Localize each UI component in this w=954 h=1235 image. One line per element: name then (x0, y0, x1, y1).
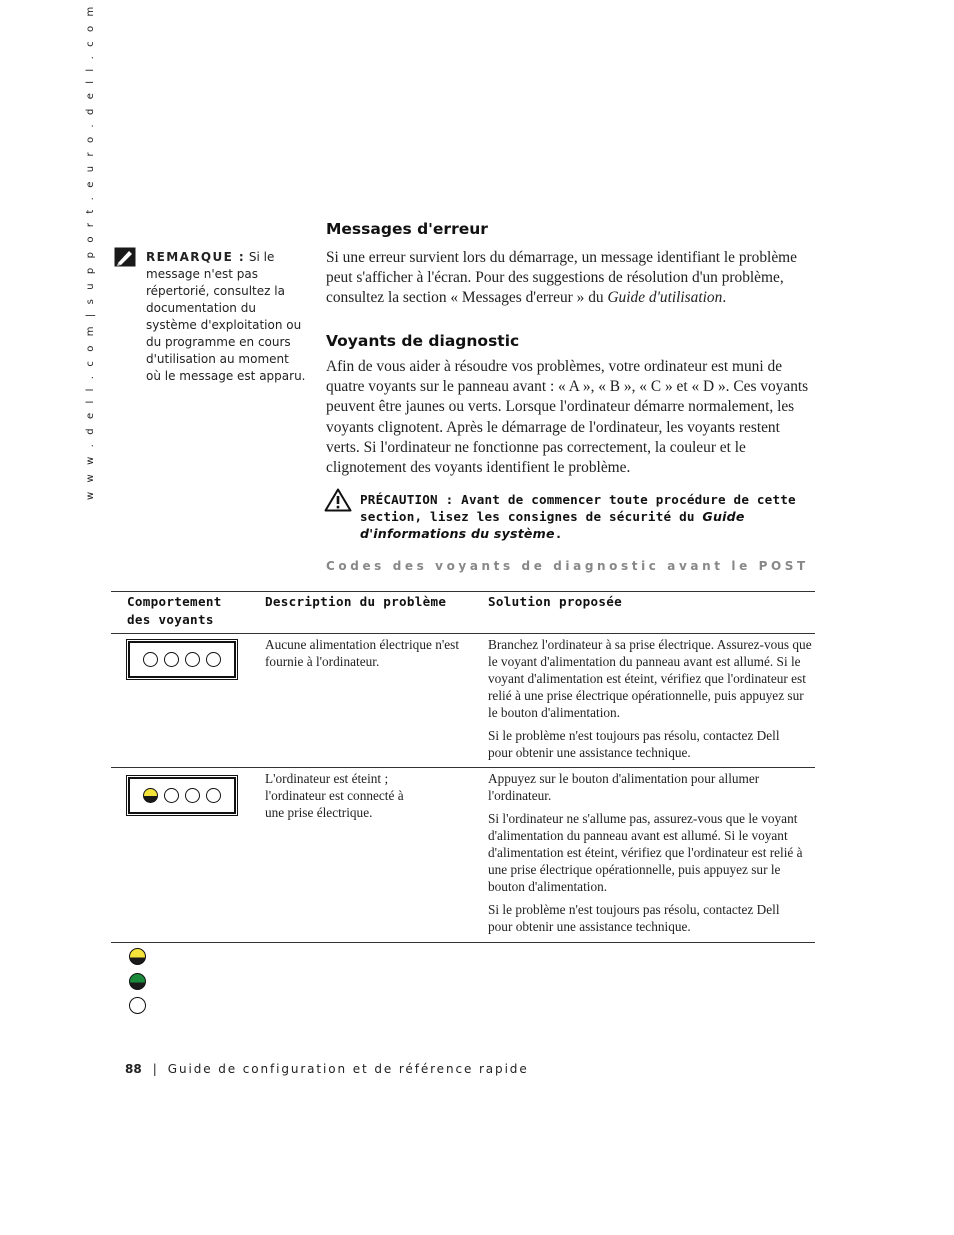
row-1-solution-para-1: Branchez l'ordinateur à sa prise électrique. Assurez-vous que le voyant d'alimentation du panneau avant est allumé. Si le voyant d'alimentation est éteint, vérifiez que l'ordinateur est relié à une prise électrique opérationnelle, puis appuyez sur le bouton d'alimentation. (488, 637, 812, 720)
led-panel-row-2 (128, 777, 236, 814)
led-c-off-icon (185, 788, 200, 803)
caution-end: . (554, 526, 563, 541)
led-b-off-icon (164, 788, 179, 803)
header-problem-description: Description du problème (265, 594, 447, 609)
caution-guide-title: Guide d'informations du système (360, 509, 745, 541)
table-top-rule (111, 591, 815, 592)
row-2-solution (488, 770, 813, 941)
table-title: Codes des voyants de diagnostic avant le POST (326, 559, 809, 573)
row-2-solution-para-1: Appuyez sur le bouton d'alimentation pour allumer l'ordinateur. (488, 771, 760, 803)
paragraph-diagnostic-lights: Afin de vous aider à résoudre vos problèmes, votre ordinateur est muni de quatre voyants sur le panneau avant : « A », « B », « C » et « D ». Ces voyants peuvent être jaunes ou verts. Lorsque l'ordinateur démarre normalement, les voyants clignotent. Après le démarrage de l'ordinateur, les voyants restent verts. Si l'ordinateur ne fonctionne pas correctement, la couleur et le clignotement des voyants identifient le problème. (326, 358, 809, 477)
table-bottom-rule (111, 942, 815, 943)
caution-text: PRÉCAUTION : Avant de commencer toute procédure de cette section, lisez les consignes de sécurité du (360, 492, 796, 524)
led-c-off-icon (185, 652, 200, 667)
row-1-solution-para-2: Si le problème n'est toujours pas résolu, contactez Dell pour obtenir une assistance technique. (488, 728, 780, 760)
row-1-description: Aucune alimentation électrique n'est fournie à l'ordinateur. (265, 637, 460, 669)
led-d-off-icon (206, 652, 221, 667)
row-2-solution-para-2: Si l'ordinateur ne s'allume pas, assurez-vous que le voyant d'alimentation du panneau avant est allumé. Si le voyant d'alimentation est éteint, vérifiez que l'ordinateur est relié à une prise électrique opérationnelle, puis appuyez sur le bouton d'alimentation. (488, 811, 803, 894)
warning-triangle-icon (324, 488, 352, 512)
paragraph-error-messages (326, 248, 816, 309)
sidebar-url: w w w . d e l l . c o m | s u p p o r t . e u r o . d e l l . c o m (85, 3, 96, 500)
table-header-rule (111, 633, 815, 634)
legend-yellow-led-icon (129, 948, 146, 965)
footer-title: Guide de configuration et de référence rapide (167, 1062, 529, 1076)
page-footer (125, 1062, 529, 1076)
paragraph-text: Si une erreur survient lors du démarrage, un message identifiant le problème peut s'afficher à l'écran. Pour des suggestions de résolution d'un problème, consultez la section « Messages d'erreur » du (326, 249, 797, 307)
led-b-off-icon (164, 652, 179, 667)
row-2-solution-para-3: Si le problème n'est toujours pas résolu, contactez Dell pour obtenir une assistance technique. (488, 902, 780, 934)
led-a-yellow-icon (143, 788, 158, 803)
pencil-note-icon (114, 247, 136, 267)
heading-error-messages: Messages d'erreur (326, 220, 488, 238)
note-text: Si le message n'est pas répertorié, consultez la documentation du système d'exploitation ou du programme en cours d'utilisation au moment où le message est apparu. (146, 250, 306, 383)
note-label: REMARQUE : (146, 250, 246, 264)
led-a-off-icon (143, 652, 158, 667)
paragraph-end: . (722, 289, 727, 307)
row-2-description: L'ordinateur est éteint ; l'ordinateur est connecté à une prise électrique. (265, 771, 404, 820)
note-block (146, 249, 306, 385)
guide-title-link: Guide d'utilisation (607, 289, 723, 307)
legend-off-led-icon (129, 997, 146, 1014)
led-panel-row-1 (128, 641, 236, 678)
heading-diagnostic-lights: Voyants de diagnostic (326, 332, 520, 350)
table-row-rule (111, 767, 815, 768)
caution-block (360, 491, 800, 542)
footer-separator: | (152, 1062, 157, 1076)
legend-green-led-icon (129, 973, 146, 990)
led-d-off-icon (206, 788, 221, 803)
row-1-solution (488, 636, 813, 767)
header-solution: Solution proposée (488, 594, 622, 609)
header-led-behavior: Comportement des voyants (127, 594, 222, 627)
page-number: 88 (125, 1062, 142, 1076)
